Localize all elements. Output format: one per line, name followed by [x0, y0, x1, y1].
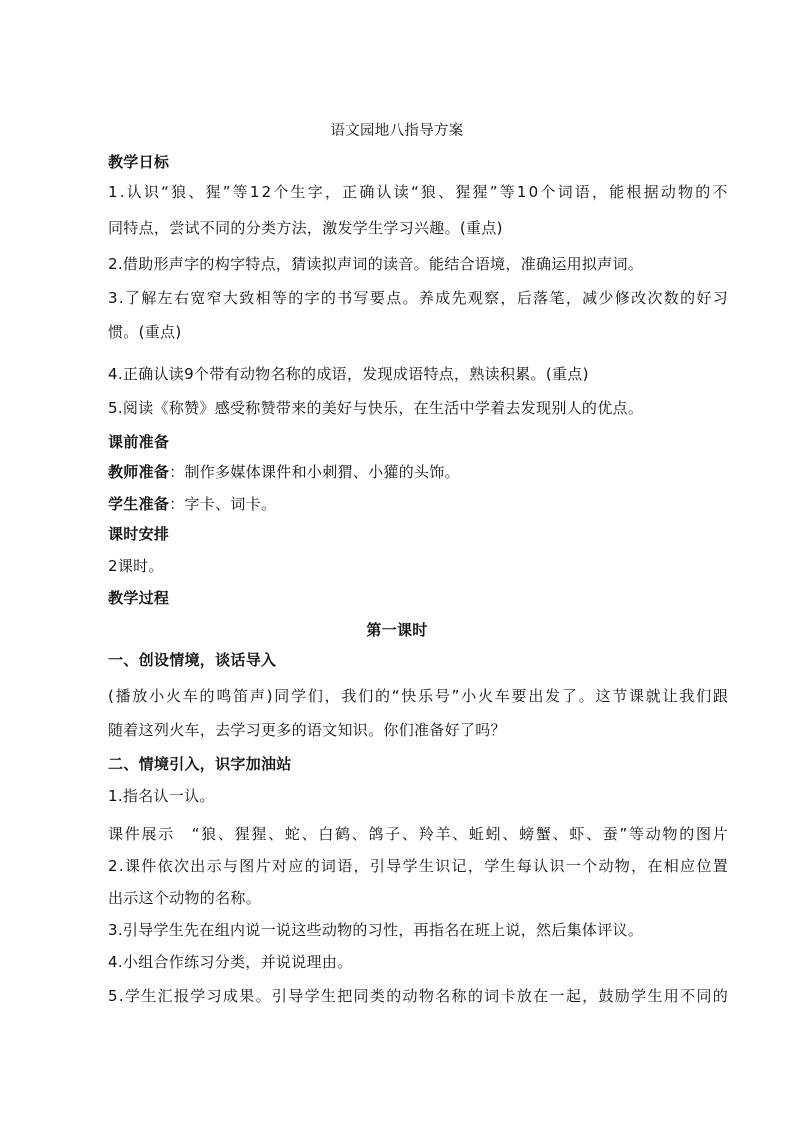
courseware-line: 课 件 展 示 “ 狼 、 猩 猩 、 蛇 、 白 鹤 、 鸽 子 、 羚 羊 、 蚯 蚓 、 螃 蟹 、 虾 、 蚕 ” 等 动 物 的 图 片 [108, 825, 728, 843]
objective-4: 4.正确认读9个带有动物名称的成语，发现成语特点，熟读积累。(重点) [108, 365, 589, 383]
step-1: 1.指名认一认。 [108, 787, 215, 805]
step-3: 3.引导学生先在组内说一说这些动物的习性，再指名在班上说，然后集体评议。 [108, 921, 644, 939]
step-5-line-1: 5 . 学 生 汇 报 学 习 成 果 。 引 导 学 生 把 同 类 的 动 物 名 称 的 词 卡 放 在 一 起 ， 鼓 励 学 生 用 不 同 的 [108, 987, 728, 1005]
student-prep-label: 学生准备 [108, 495, 170, 513]
objectives-heading: 教学日标 [108, 153, 170, 171]
lesson-1-heading: 第一课时 [366, 621, 428, 639]
process-heading: 教学过程 [108, 589, 170, 607]
objective-1-line-2: 同特点，尝试不同的分类方法，激发学生学习兴趣。(重点) [108, 219, 503, 237]
student-prep-text: ：字卡、词卡。 [169, 495, 277, 513]
schedule-heading: 课时安排 [108, 525, 170, 543]
teacher-prep [108, 462, 728, 482]
step-4: 4.小组合作练习分类，并说说理由。 [108, 953, 353, 971]
objective-2: 2.借助形声字的构字特点，猜读拟声词的读音。能结合语境，准确运用拟声词。 [108, 255, 644, 273]
section-1-line-2: 随着这列火车，去学习更多的语文知识。你们准备好了吗？ [108, 721, 506, 739]
objective-1-line-1: 1 . 认 识 “ 狼 、 猩 ” 等 1 2 个 生 字 ， 正 确 认 读 “ 狼 、 猩 猩 ” 等 1 0 个 词 语 ， 能 根 据 动 物 的 不 [108, 183, 728, 201]
section-1-line-1: ( 播 放 小 火 车 的 鸣 笛 声 ) 同 学 们 ， 我 们 的 “ 快 乐 号 ” 小 火 车 要 出 发 了 。 这 节 课 就 让 我 们 跟 [108, 687, 728, 705]
objective-3-line-2: 惯。(重点) [108, 323, 182, 341]
student-prep [108, 494, 728, 514]
objective-5: 5.阅读《称赞》感受称赞带来的美好与快乐，在生活中学着去发现别人的优点。 [108, 399, 644, 417]
teacher-prep-text: ：制作多媒体课件和小刺猬、小獾的头饰。 [169, 463, 460, 481]
section-2-heading: 二、情境引入，识字加油站 [108, 755, 292, 773]
document-title: 语文园地八指导方案 [330, 123, 464, 139]
schedule-text: 2课时。 [108, 557, 164, 575]
teacher-prep-label: 教师准备 [108, 463, 170, 481]
step-2-line-1: 2 . 课 件 依 次 出 示 与 图 片 对 应 的 词 语 ， 引 导 学 生 识 记 ， 学 生 每 认 识 一 个 动 物 ， 在 相 应 位 置 [108, 857, 728, 875]
step-2-line-2: 出示这个动物的名称。 [108, 889, 262, 907]
prep-heading: 课前准备 [108, 433, 170, 451]
objective-3-line-1: 3 . 了 解 左 右 宽 窄 大 致 相 等 的 字 的 书 写 要 点 。 养 成 先 观 察 ， 后 落 笔 ， 减 少 修 改 次 数 的 好 习 [108, 289, 728, 307]
section-1-heading: 一、创设情境，谈话导入 [108, 651, 277, 669]
